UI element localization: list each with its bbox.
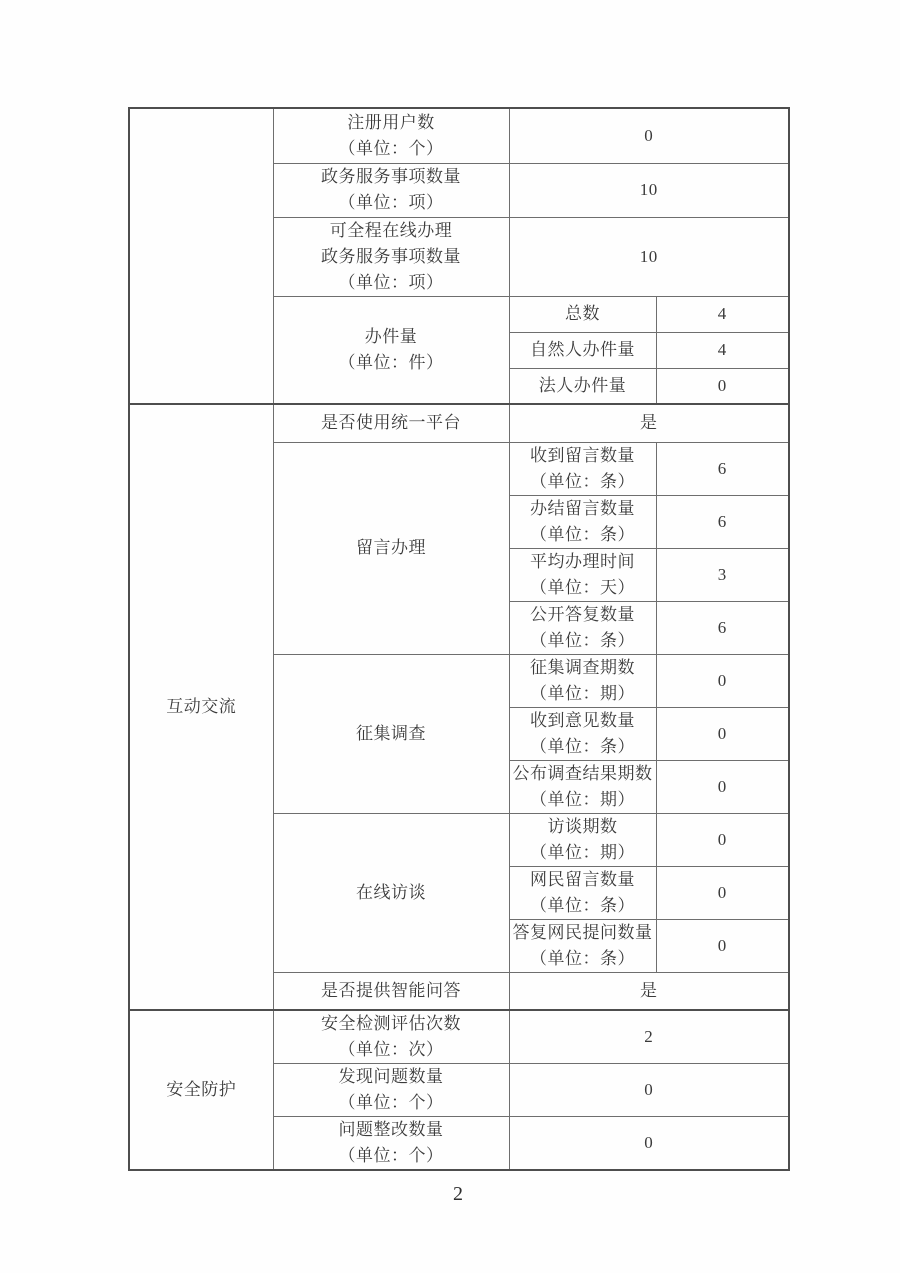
row-value-cell: 是 — [509, 972, 789, 1010]
sub-value-cell: 6 — [656, 442, 789, 495]
row-label-line: 可全程在线办理 — [329, 220, 453, 240]
sub-label-line: 公开答复数量 — [530, 604, 635, 624]
sub-label-cell — [509, 495, 656, 548]
row-label-cell — [273, 108, 509, 163]
sub-value-cell: 0 — [656, 919, 789, 972]
page-number: 2 — [453, 1183, 463, 1205]
sub-label-cell — [509, 601, 656, 654]
row-label-cell — [273, 163, 509, 217]
sub-unit-line: （单位：期） — [530, 683, 635, 703]
sub-label-line: 收到留言数量 — [530, 445, 635, 465]
row-label-cell — [273, 1064, 509, 1117]
sub-unit-line: （单位：期） — [530, 842, 635, 862]
sub-unit-line: （单位：条） — [530, 471, 635, 491]
sub-label-line: 网民留言数量 — [530, 869, 635, 889]
sub-value-cell: 0 — [656, 654, 789, 707]
row-value-cell: 10 — [509, 217, 789, 296]
row-label-cell — [273, 1117, 509, 1171]
sub-value-cell: 0 — [656, 368, 789, 404]
sub-unit-line: （单位：条） — [530, 948, 635, 968]
group-unit-line: （单位：件） — [338, 352, 444, 372]
row-label-line: 问题整改数量 — [338, 1120, 444, 1139]
sub-unit-line: （单位：条） — [530, 736, 635, 756]
row-value-cell: 0 — [509, 108, 789, 163]
sub-label-cell: 总数 — [509, 296, 656, 332]
sub-unit-line: （单位：条） — [530, 630, 635, 650]
row-label-line: 发现问题数量 — [338, 1067, 444, 1086]
row-unit-line: （单位：个） — [338, 1093, 444, 1112]
row-value-cell: 10 — [509, 163, 789, 217]
row-label-line: 安全检测评估次数 — [321, 1014, 461, 1033]
sub-label-cell — [509, 919, 656, 972]
sub-value-cell: 6 — [656, 495, 789, 548]
group-label-cell: 在线访谈 — [273, 813, 509, 972]
row-unit-line: （单位：次） — [338, 1040, 444, 1059]
sub-label-line: 征集调查期数 — [530, 657, 635, 677]
sub-value-cell: 0 — [656, 866, 789, 919]
row-value-cell: 0 — [509, 1117, 789, 1171]
sub-label-cell — [509, 654, 656, 707]
sub-value-cell: 0 — [656, 813, 789, 866]
row-unit-line: （单位：个） — [338, 1146, 444, 1165]
sub-unit-line: （单位：天） — [530, 577, 635, 597]
sub-unit-line: （单位：期） — [530, 789, 635, 809]
sub-label-cell — [509, 442, 656, 495]
sub-label-cell — [509, 866, 656, 919]
row-label-line: 政务服务事项数量 — [321, 246, 461, 266]
sub-label-cell — [509, 813, 656, 866]
sub-value-cell: 4 — [656, 296, 789, 332]
sub-label-line: 访谈期数 — [547, 816, 618, 836]
category-cell-blank — [129, 108, 273, 404]
sub-unit-line: （单位：条） — [530, 895, 635, 915]
row-value-cell: 0 — [509, 1064, 789, 1117]
sub-label-cell: 自然人办件量 — [509, 332, 656, 368]
sub-label-cell — [509, 548, 656, 601]
row-label-line: 政务服务事项数量 — [321, 167, 461, 186]
sub-label-line: 办结留言数量 — [530, 498, 635, 518]
group-label-cell: 征集调查 — [273, 654, 509, 813]
sub-label-cell — [509, 760, 656, 813]
sub-label-cell: 法人办件量 — [509, 368, 656, 404]
sub-label-line: 公布调查结果期数 — [512, 763, 653, 783]
annual-report-table — [128, 107, 790, 1171]
group-label-cell: 留言办理 — [273, 442, 509, 654]
sub-unit-line: （单位：条） — [530, 524, 635, 544]
row-unit-line: （单位：个） — [338, 138, 444, 158]
row-label-line: 注册用户数 — [347, 112, 435, 132]
group-label-line: 办件量 — [364, 326, 418, 346]
category-label: 安全防护 — [166, 1080, 237, 1099]
row-unit-line: （单位：项） — [338, 193, 444, 212]
category-cell-security — [129, 1010, 273, 1170]
category-cell-interaction — [129, 404, 273, 1010]
group-label-cell — [273, 296, 509, 404]
row-label-cell — [273, 217, 509, 296]
row-unit-line: （单位：项） — [338, 272, 444, 292]
row-label-cell: 是否提供智能问答 — [273, 972, 509, 1010]
sub-label-line: 平均办理时间 — [530, 551, 635, 571]
sub-value-cell: 3 — [656, 548, 789, 601]
row-value-cell: 2 — [509, 1010, 789, 1064]
sub-value-cell: 0 — [656, 760, 789, 813]
sub-label-line: 答复网民提问数量 — [512, 922, 653, 942]
sub-label-line: 收到意见数量 — [530, 710, 635, 730]
sub-value-cell: 0 — [656, 707, 789, 760]
sub-label-cell — [509, 707, 656, 760]
row-label-cell: 是否使用统一平台 — [273, 404, 509, 442]
sub-value-cell: 4 — [656, 332, 789, 368]
category-label: 互动交流 — [166, 697, 237, 716]
row-label-cell — [273, 1010, 509, 1064]
row-value-cell: 是 — [509, 404, 789, 442]
sub-value-cell: 6 — [656, 601, 789, 654]
